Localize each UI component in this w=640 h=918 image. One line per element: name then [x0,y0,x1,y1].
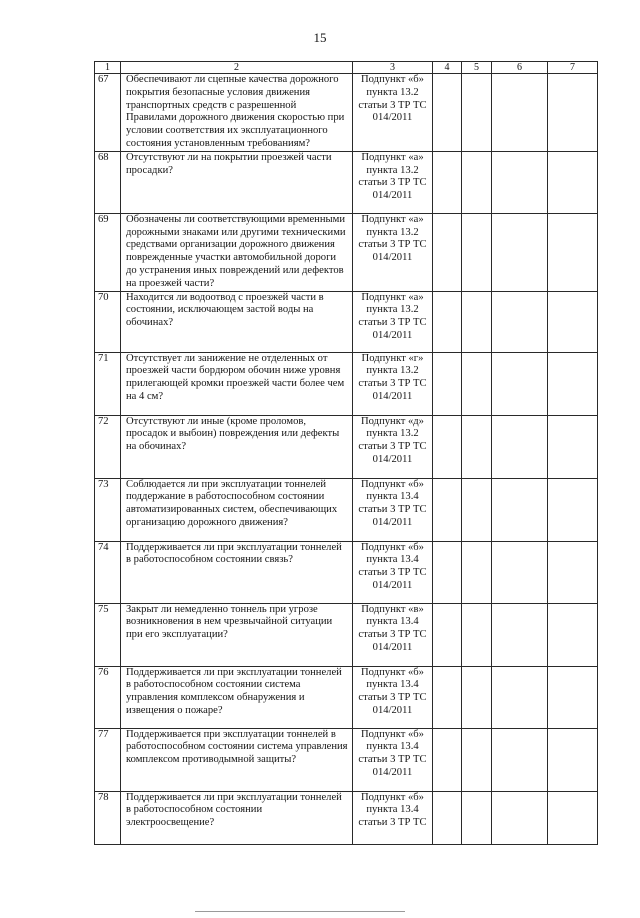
table-row [95,603,598,666]
table-row [95,728,598,791]
answer-cell-no[interactable] [462,213,492,291]
row-number: 69 [95,213,121,291]
row-reference: Подпункт «б» пункта 13.4 статьи 3 ТР ТС [353,791,433,844]
checklist-table [94,61,598,845]
answer-cell-note[interactable] [548,603,598,666]
row-reference: Подпункт «а» пункта 13.2 статьи 3 ТР ТС 014/2011 [353,291,433,352]
answer-cell-yes[interactable] [433,791,462,844]
answer-cell-no[interactable] [462,478,492,541]
answer-cell-not-applicable[interactable] [492,728,548,791]
row-question: Обеспечивают ли сцепные качества дорожного покрытия безопасные условия движения транспортных средств с разрешенной Правилами дорожного движения скоростью при условии соответствия их эксплуатационного состояния установленным требованиям? [121,74,353,152]
answer-cell-no[interactable] [462,74,492,152]
answer-cell-no[interactable] [462,541,492,603]
row-number: 74 [95,541,121,603]
answer-cell-yes[interactable] [433,666,462,728]
answer-cell-yes[interactable] [433,603,462,666]
table-row [95,666,598,728]
row-number: 76 [95,666,121,728]
answer-cell-yes[interactable] [433,415,462,478]
header-cell-4: 4 [433,62,462,74]
row-reference: Подпункт «а» пункта 13.2 статьи 3 ТР ТС 014/2011 [353,151,433,213]
table-row [95,415,598,478]
row-question: Поддерживается ли при эксплуатации тоннелей в работоспособном состоянии связь? [121,541,353,603]
table-header-row [95,62,598,74]
answer-cell-note[interactable] [548,728,598,791]
row-number: 75 [95,603,121,666]
answer-cell-not-applicable[interactable] [492,478,548,541]
answer-cell-yes[interactable] [433,74,462,152]
row-question: Отсутствует ли занижение не отделенных от проезжей части бордюром обочин ниже уровня прилегающей кромки проезжей части более чем на 4 см? [121,352,353,415]
answer-cell-yes[interactable] [433,151,462,213]
header-cell-2: 2 [121,62,353,74]
table-row [95,541,598,603]
answer-cell-not-applicable[interactable] [492,603,548,666]
row-reference: Подпункт «б» пункта 13.4 статьи 3 ТР ТС 014/2011 [353,728,433,791]
answer-cell-no[interactable] [462,791,492,844]
answer-cell-no[interactable] [462,151,492,213]
scan-artifact-line [195,911,405,912]
row-number: 73 [95,478,121,541]
row-number: 71 [95,352,121,415]
answer-cell-no[interactable] [462,352,492,415]
row-question: Находится ли водоотвод с проезжей части в состоянии, исключающем застой воды на обочинах? [121,291,353,352]
answer-cell-no[interactable] [462,728,492,791]
header-cell-1: 1 [95,62,121,74]
answer-cell-note[interactable] [548,791,598,844]
table-row [95,213,598,291]
answer-cell-note[interactable] [548,352,598,415]
row-reference: Подпункт «б» пункта 13.4 статьи 3 ТР ТС 014/2011 [353,541,433,603]
table-row [95,74,598,152]
answer-cell-not-applicable[interactable] [492,415,548,478]
answer-cell-yes[interactable] [433,728,462,791]
row-question: Поддерживается ли при эксплуатации тоннелей в работоспособном состоянии система управления комплексом обнаружения и извещения о пожаре? [121,666,353,728]
answer-cell-not-applicable[interactable] [492,352,548,415]
page-number: 15 [313,30,327,45]
row-reference: Подпункт «б» пункта 13.2 статьи 3 ТР ТС 014/2011 [353,74,433,152]
answer-cell-no[interactable] [462,415,492,478]
row-number: 77 [95,728,121,791]
answer-cell-yes[interactable] [433,541,462,603]
answer-cell-yes[interactable] [433,213,462,291]
answer-cell-note[interactable] [548,666,598,728]
answer-cell-note[interactable] [548,478,598,541]
row-number: 70 [95,291,121,352]
header-cell-7: 7 [548,62,598,74]
row-reference: Подпункт «д» пункта 13.2 статьи 3 ТР ТС 014/2011 [353,415,433,478]
row-question: Обозначены ли соответствующими временными дорожными знаками или другими техническими средствами организации дорожного движения поврежденные участки автомобильной дороги до устранения иных повреждений или дефектов на проезжей части? [121,213,353,291]
table-row [95,291,598,352]
answer-cell-yes[interactable] [433,291,462,352]
answer-cell-not-applicable[interactable] [492,666,548,728]
header-cell-6: 6 [492,62,548,74]
answer-cell-note[interactable] [548,415,598,478]
row-reference: Подпункт «б» пункта 13.4 статьи 3 ТР ТС 014/2011 [353,478,433,541]
answer-cell-yes[interactable] [433,478,462,541]
row-reference: Подпункт «а» пункта 13.2 статьи 3 ТР ТС 014/2011 [353,213,433,291]
row-question: Соблюдается ли при эксплуатации тоннелей поддержание в работоспособном состоянии автоматизированных систем, обеспечивающих организацию дорожного движения? [121,478,353,541]
table-row [95,352,598,415]
answer-cell-not-applicable[interactable] [492,74,548,152]
row-reference: Подпункт «г» пункта 13.2 статьи 3 ТР ТС 014/2011 [353,352,433,415]
row-reference: Подпункт «в» пункта 13.4 статьи 3 ТР ТС 014/2011 [353,603,433,666]
table-row [95,151,598,213]
row-number: 67 [95,74,121,152]
answer-cell-note[interactable] [548,291,598,352]
answer-cell-not-applicable[interactable] [492,151,548,213]
answer-cell-note[interactable] [548,151,598,213]
answer-cell-not-applicable[interactable] [492,541,548,603]
answer-cell-not-applicable[interactable] [492,291,548,352]
answer-cell-no[interactable] [462,666,492,728]
answer-cell-no[interactable] [462,603,492,666]
answer-cell-not-applicable[interactable] [492,213,548,291]
answer-cell-note[interactable] [548,74,598,152]
answer-cell-note[interactable] [548,541,598,603]
answer-cell-no[interactable] [462,291,492,352]
row-number: 72 [95,415,121,478]
row-question: Отсутствуют ли иные (кроме проломов, просадок и выбоин) повреждения или дефекты на обочинах? [121,415,353,478]
header-cell-5: 5 [462,62,492,74]
header-cell-3: 3 [353,62,433,74]
row-question: Поддерживается при эксплуатации тоннелей в работоспособном состоянии система управления комплексом противодымной защиты? [121,728,353,791]
row-number: 78 [95,791,121,844]
table-row [95,791,598,844]
answer-cell-yes[interactable] [433,352,462,415]
row-reference: Подпункт «б» пункта 13.4 статьи 3 ТР ТС 014/2011 [353,666,433,728]
answer-cell-not-applicable[interactable] [492,791,548,844]
table-row [95,478,598,541]
row-question: Поддерживается ли при эксплуатации тоннелей в работоспособном состоянии электроосвещение? [121,791,353,844]
row-number: 68 [95,151,121,213]
row-question: Закрыт ли немедленно тоннель при угрозе возникновения в нем чрезвычайной ситуации при его эксплуатации? [121,603,353,666]
row-question: Отсутствуют ли на покрытии проезжей части просадки? [121,151,353,213]
answer-cell-note[interactable] [548,213,598,291]
